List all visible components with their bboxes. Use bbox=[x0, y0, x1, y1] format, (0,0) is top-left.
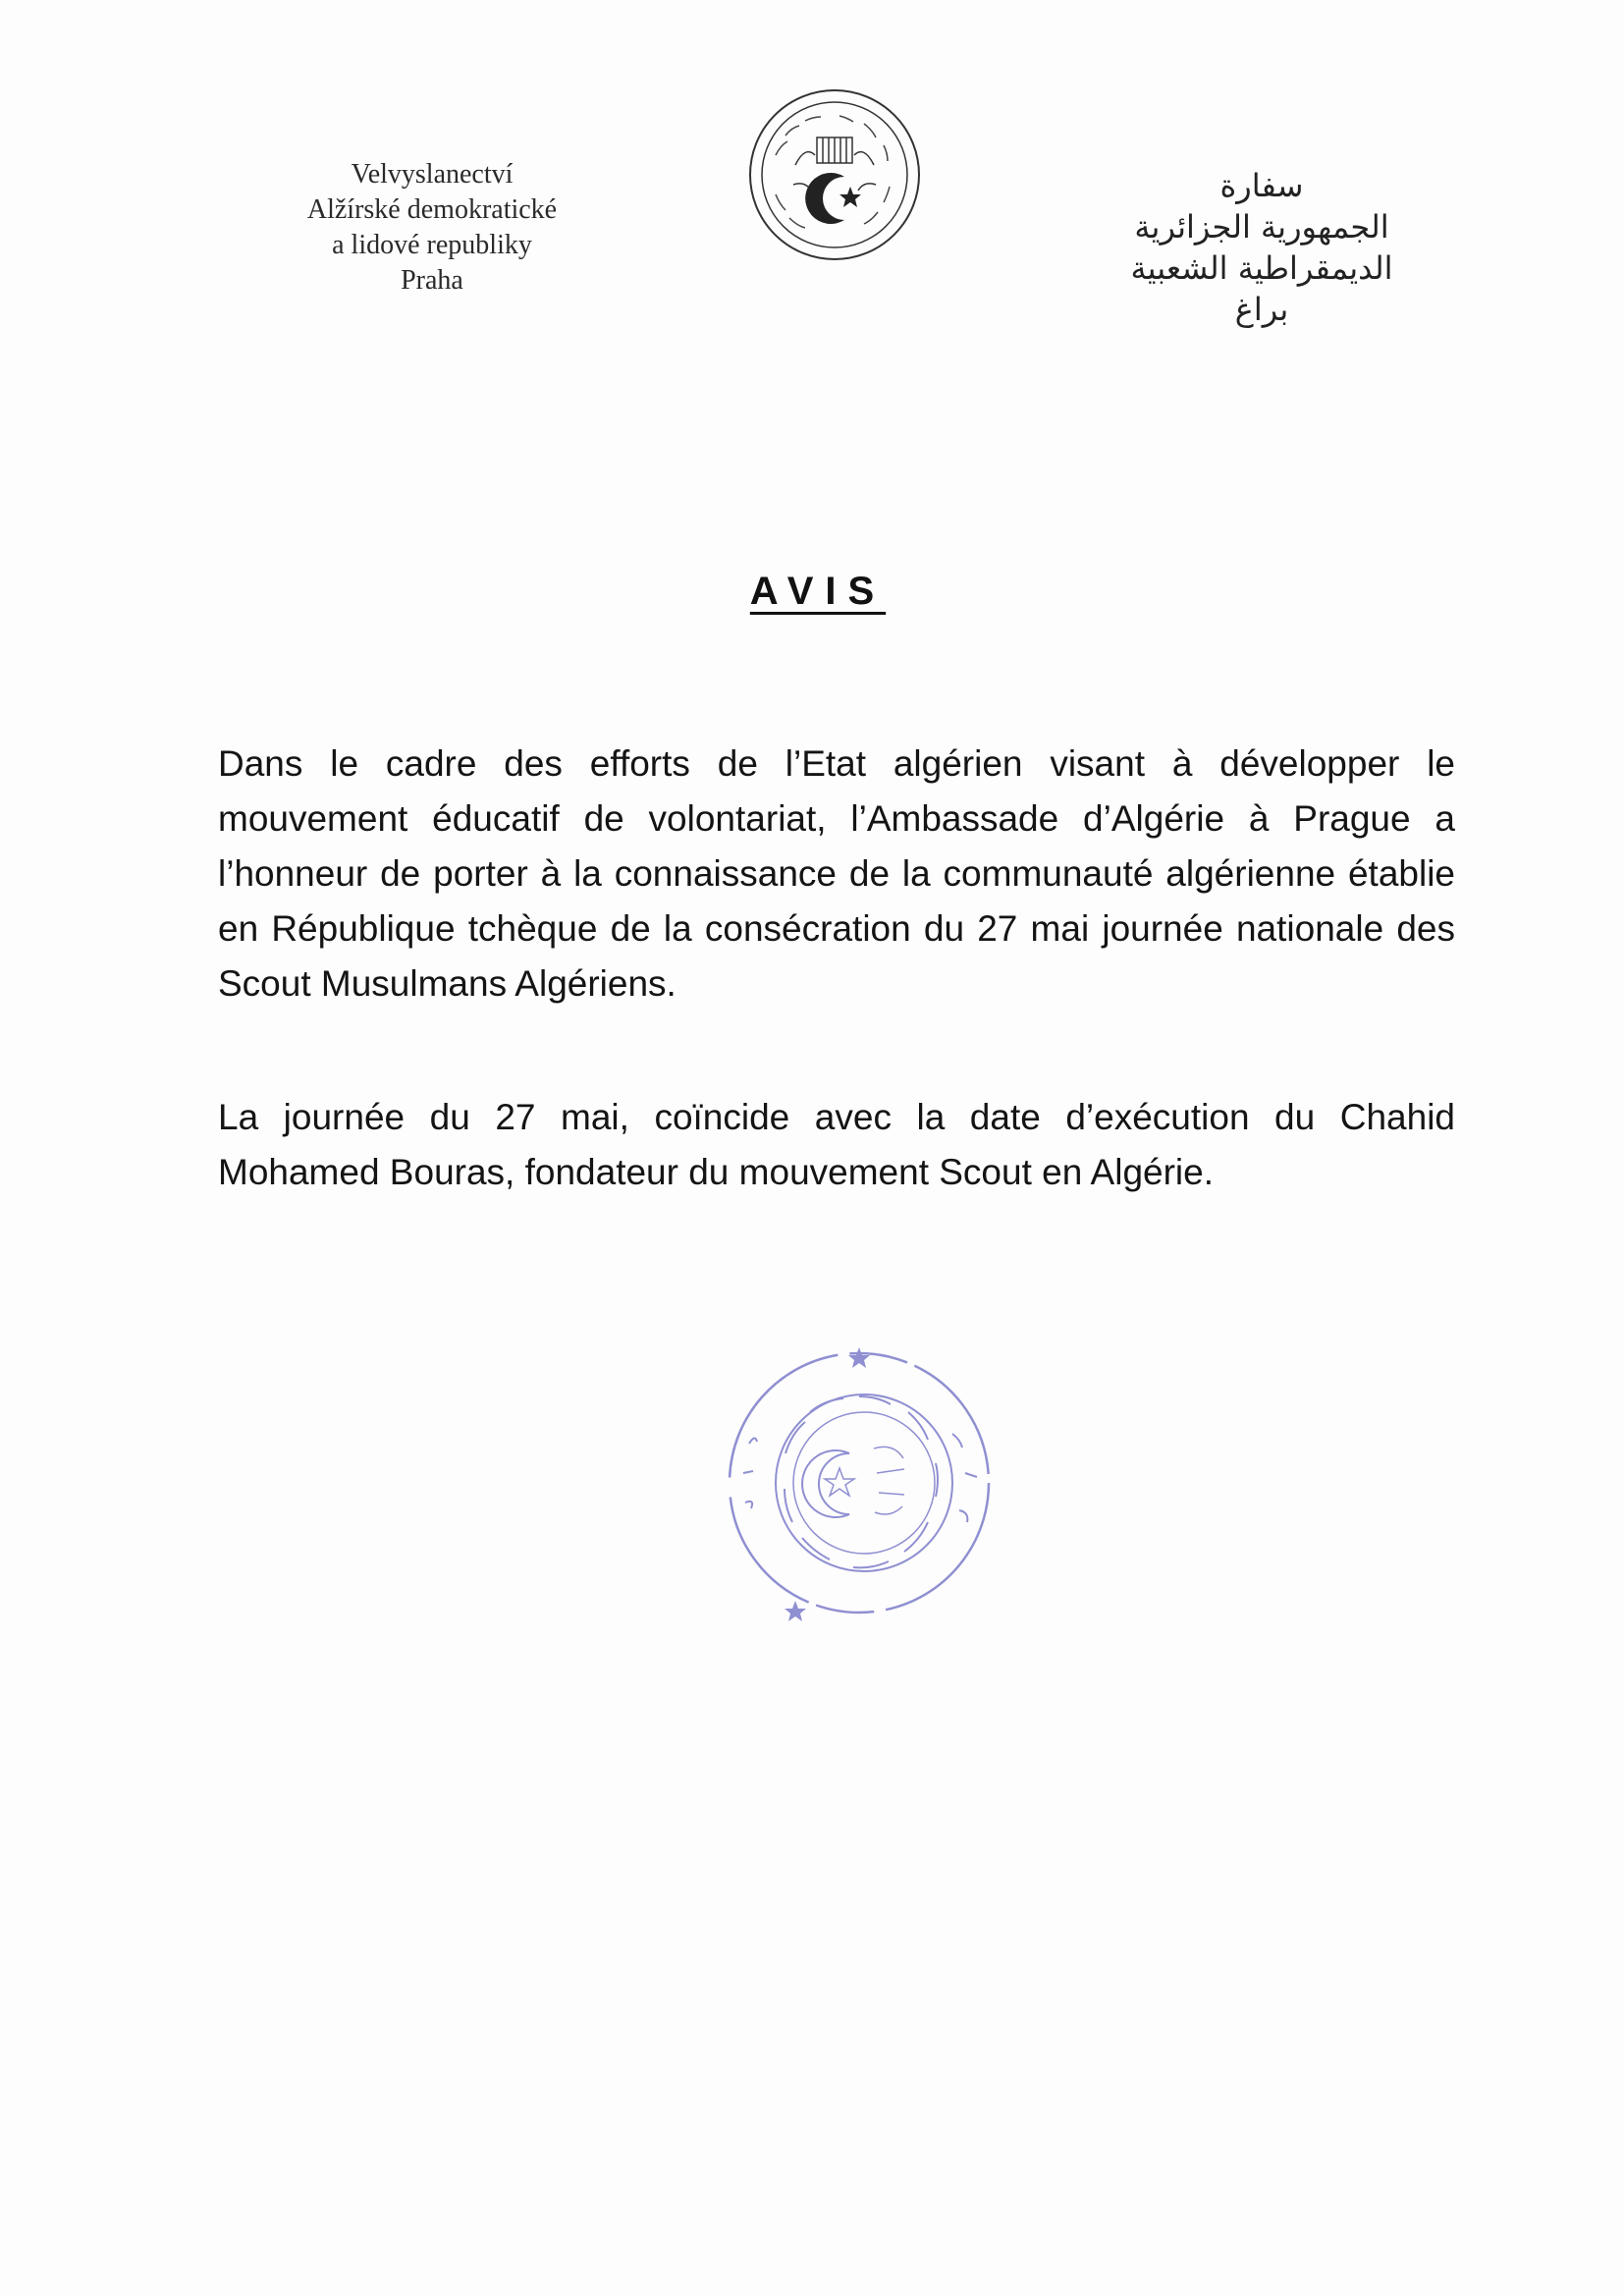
letterhead-arabic-line-3: الديمقراطية الشعبية bbox=[1130, 249, 1393, 287]
letterhead-czech-line-3: a lidové republiky bbox=[332, 230, 532, 260]
letterhead-arabic bbox=[1100, 165, 1424, 330]
document-title-text: AVIS bbox=[749, 570, 887, 613]
official-stamp-icon bbox=[702, 1336, 1016, 1630]
letterhead-arabic-line-1: سفارة bbox=[1219, 167, 1304, 204]
letterhead-arabic-line-4: براغ bbox=[1234, 291, 1289, 328]
algeria-emblem-icon bbox=[746, 86, 923, 263]
document-title bbox=[0, 570, 1624, 614]
paragraph-2: La journée du 27 mai, coïncide avec la date d’exécution du Chahid Mohamed Bouras, fondateur du mouvement Scout en Algérie. bbox=[218, 1097, 1455, 1192]
letterhead-czech bbox=[255, 157, 609, 299]
paragraph-1: Dans le cadre des efforts de l’Etat algérien visant à développer le mouvement éducatif de volontariat, l’Ambassade d’Algérie à Prague a l’honneur de porter à la connaissance de la communauté algérienne établie en République tchèque de la consécration du 27 mai journée nationale des Scout Musulmans Algériens. bbox=[218, 743, 1455, 1004]
letterhead-czech-line-2: Alžírské demokratické bbox=[306, 194, 558, 225]
letterhead-arabic-line-2: الجمهورية الجزائرية bbox=[1134, 208, 1389, 246]
letterhead-czech-line-4: Praha bbox=[401, 265, 463, 296]
letterhead-czech-line-1: Velvyslanectví bbox=[351, 159, 514, 190]
